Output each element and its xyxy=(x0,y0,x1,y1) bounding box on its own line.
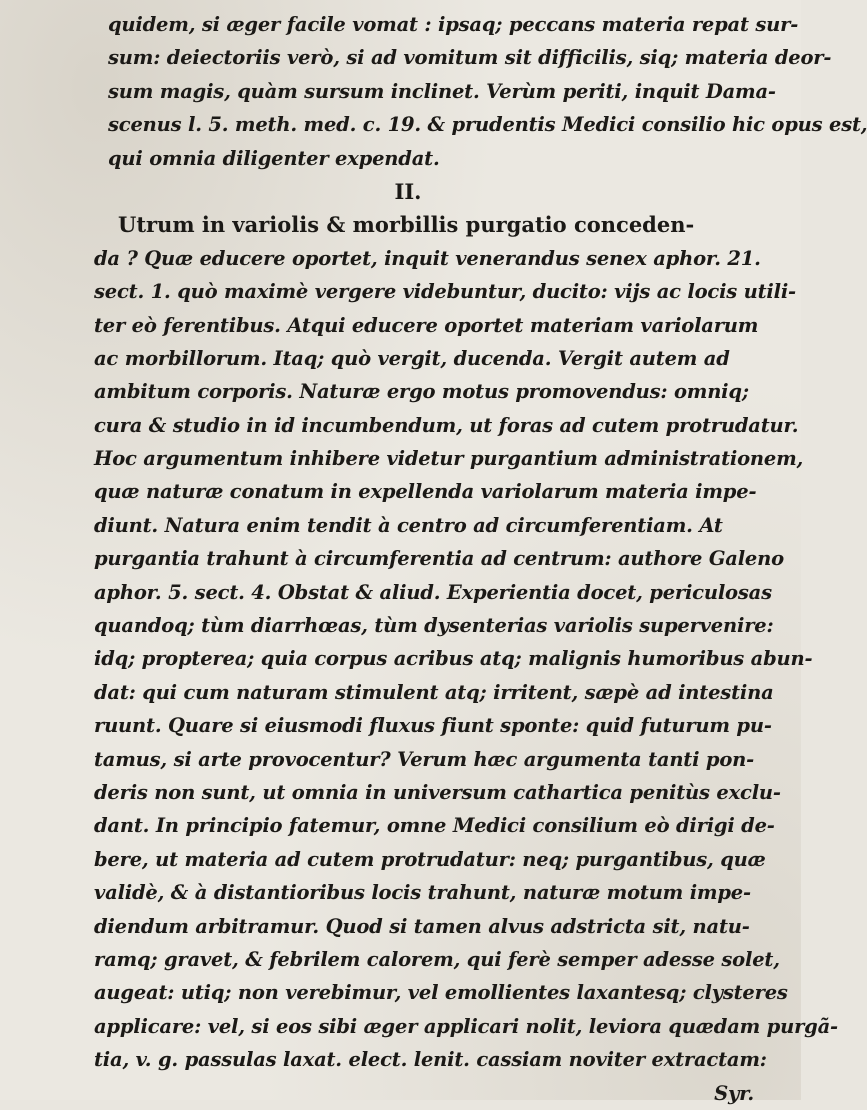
text-line: quidem, si æger facile vomat : ipsaq; peccans materia repat sur- xyxy=(108,13,799,36)
text-line: dat: qui cum naturam stimulent atq; irritent, sæpè ad intestina xyxy=(94,680,774,704)
text-line: ter eò ferentibus. Atqui educere oportet materiam variolarum xyxy=(94,313,759,337)
text-line: quandoq; tùm diarrhœas, tùm dysenterias variolis supervenire: xyxy=(94,614,774,638)
text-line: ac morbillorum. Itaq; quò vergit, ducenda. Vergit autem ad xyxy=(94,346,730,370)
text-line: cura & studio in id incumbendum, ut foras ad cutem protrudatur. xyxy=(94,413,799,437)
text-line: purgantia trahunt à circumferentia ad centrum: authore Galeno xyxy=(94,547,784,571)
text-line: tamus, si arte provocentur? Verum hæc argumenta tanti pon- xyxy=(94,747,755,771)
catchword: Syr. xyxy=(714,1081,754,1105)
page-text xyxy=(58,8,867,1110)
text-line: ramq; gravet, & febrilem calorem, qui ferè semper adesse solet, xyxy=(94,947,780,971)
text-line: quæ naturæ conatum in expellenda variolarum materia impe- xyxy=(94,480,757,504)
text-line: da ? Quæ educere oportet, inquit venerandus senex aphor. 21. xyxy=(94,246,761,270)
text-line: Hoc argumentum inhibere videtur purgantium administrationem, xyxy=(94,447,804,471)
text-line: bere, ut materia ad cutem protrudatur: neq; purgantibus, quæ xyxy=(94,847,766,871)
section-number: II. xyxy=(394,178,422,204)
text-line: ruunt. Quare si eiusmodi fluxus fiunt sponte: quid futurum pu- xyxy=(94,714,772,738)
text-line: dant. In principio fatemur, omne Medici consilium eò dirigi de- xyxy=(94,814,775,838)
text-line: tia, v. g. passulas laxat. elect. lenit. cassiam noviter extractam: xyxy=(94,1048,767,1072)
text-line: sect. 1. quò maximè vergere videbuntur, ducito: vijs ac locis utili- xyxy=(94,280,796,304)
text-line: ambitum corporis. Naturæ ergo motus promovendus: omniq; xyxy=(94,380,749,404)
text-line: deris non sunt, ut omnia in universum cathartica penitùs exclu- xyxy=(94,780,781,804)
text-line: diendum arbitramur. Quod si tamen alvus adstricta sit, natu- xyxy=(94,914,750,938)
text-line: scenus l. 5. meth. med. c. 19. & prudentis Medici consilio hic opus est, xyxy=(108,113,867,137)
text-line: diunt. Natura enim tendit à centro ad circumferentiam. At xyxy=(94,513,723,537)
text-line: applicare: vel, si eos sibi æger applicari nolit, leviora quædam purgã- xyxy=(94,1014,838,1038)
text-line: idq; propterea; quia corpus acribus atq; malignis humoribus abun- xyxy=(94,647,813,671)
text-line: sum: deiectoriis verò, si ad vomitum sit difficilis, siq; materia deor- xyxy=(108,46,832,70)
text-line: augeat: utiq; non verebimur, vel emollientes laxantesq; clysteres xyxy=(94,981,788,1005)
text-line: qui omnia diligenter expendat. xyxy=(108,146,440,170)
text-line: validè, & à distantioribus locis trahunt, naturæ motum impe- xyxy=(94,881,751,905)
section-heading: Utrum in variolis & morbillis purgatio conceden- xyxy=(118,212,695,238)
text-line: aphor. 5. sect. 4. Obstat & aliud. Experientia docet, periculosas xyxy=(94,580,772,604)
text-line: sum magis, quàm sursum inclinet. Verùm periti, inquit Dama- xyxy=(108,79,776,103)
